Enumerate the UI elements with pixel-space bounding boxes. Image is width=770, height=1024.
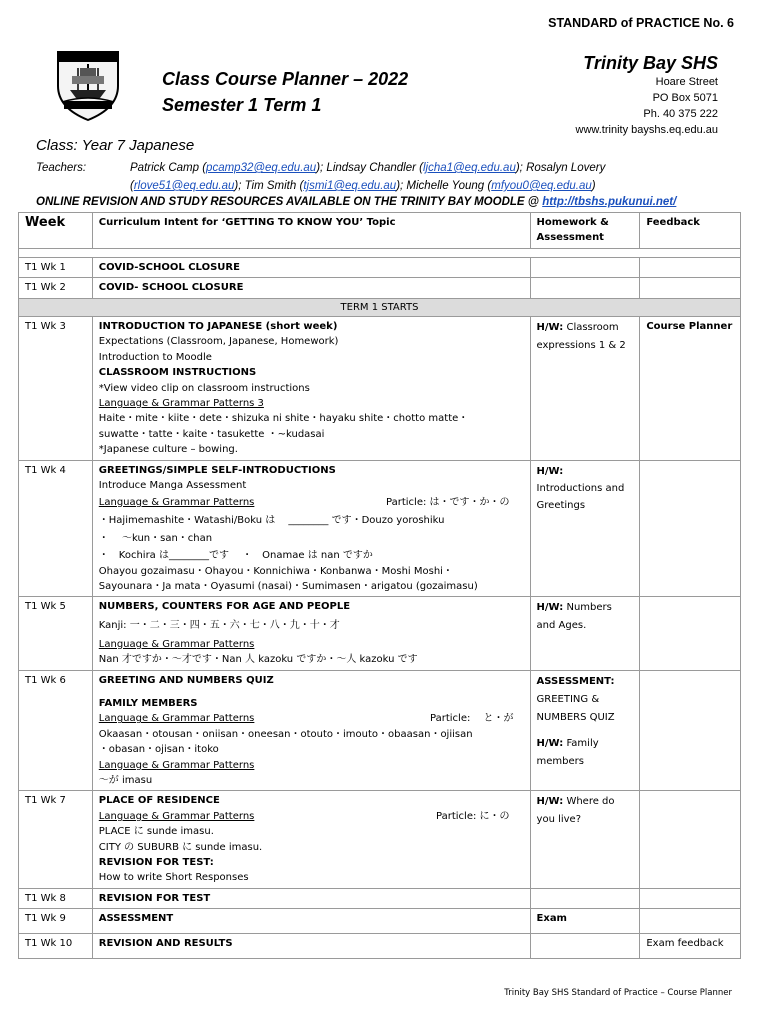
topic-line: ～が imasu <box>98 774 153 786</box>
homework-text: Family members <box>536 737 599 767</box>
table-row <box>19 934 741 959</box>
topic-title: PLACE OF RESIDENCE <box>98 795 220 807</box>
intent-cell <box>92 278 530 298</box>
topic-title: GREETINGS/SIMPLE SELF-INTRODUCTIONS <box>98 464 336 476</box>
topic-title: REVISION AND RESULTS <box>98 938 233 950</box>
planner-title-line2: Semester 1 Term 1 <box>162 95 322 115</box>
table-row <box>19 670 741 791</box>
feedback-cell: Exam feedback <box>640 934 741 959</box>
topic-title: ASSESSMENT <box>98 913 174 925</box>
topic-line: How to write Short Responses <box>98 872 249 884</box>
online-resources-text: ONLINE REVISION AND STUDY RESOURCES AVAILABLE ON THE TRINITY BAY MOODLE @ <box>36 196 543 208</box>
term-banner-row <box>19 298 741 316</box>
teacher-email-link[interactable]: mfyou0@eq.edu.au <box>491 180 592 192</box>
homework-text: Numbers and Ages. <box>536 602 612 632</box>
table-row <box>19 791 741 888</box>
table-row <box>19 597 741 670</box>
teacher-text: Patrick Camp ( <box>130 162 207 174</box>
grammar-line <box>99 711 524 726</box>
grammar-heading: Language & Grammar Patterns 3 <box>98 398 264 410</box>
course-planner-table <box>18 212 741 959</box>
topic-line: ・ Kochira は________です ・ Onamae は nan ですか <box>98 549 373 561</box>
standard-of-practice: STANDARD of PRACTICE No. 6 <box>548 16 734 30</box>
kanji-line: Kanji: 一・二・三・四・五・六・七・八・九・十・才 <box>98 619 340 631</box>
homework-text: Classroom expressions 1 & 2 <box>536 322 626 352</box>
grammar-heading: Language & Grammar Patterns <box>98 638 255 650</box>
term-banner: TERM 1 STARTS <box>19 298 741 316</box>
topic-line: suwatte・tatte・kaite・tasukette ・~kudasai <box>98 428 325 440</box>
homework-label: H/W: <box>536 602 564 614</box>
topic-title: COVID- SCHOOL CLOSURE <box>98 282 244 294</box>
grammar-heading: Language & Grammar Patterns <box>98 496 255 508</box>
school-po-box: PO Box 5071 <box>652 92 718 104</box>
topic-line: Introduce Manga Assessment <box>98 480 247 492</box>
week-cell: T1 Wk 7 <box>19 791 93 888</box>
homework-cell <box>530 670 640 791</box>
planner-title-line1: Class Course Planner – 2022 <box>162 69 409 89</box>
intent-cell <box>92 909 530 934</box>
intent-cell <box>92 257 530 277</box>
topic-subheading: REVISION FOR TEST: <box>98 857 214 868</box>
homework-cell <box>530 278 640 298</box>
feedback-cell <box>640 791 741 888</box>
homework-cell <box>530 257 640 277</box>
page-footer: Trinity Bay SHS Standard of Practice – Course Planner <box>504 988 732 998</box>
week-cell: T1 Wk 5 <box>19 597 93 670</box>
homework-cell <box>530 317 640 461</box>
topic-line: Okaasan・otousan・oniisan・oneesan・otouto・imouto・obaasan・ojiisan <box>98 728 473 740</box>
homework-cell <box>530 460 640 597</box>
week-cell: T1 Wk 4 <box>19 460 93 597</box>
topic-line: ・ ～kun・san・chan <box>98 532 213 544</box>
header-homework: Homework & Assessment <box>530 213 640 249</box>
grammar-heading: Language & Grammar Patterns <box>98 810 255 822</box>
week-cell: T1 Wk 2 <box>19 278 93 298</box>
feedback-cell <box>640 597 741 670</box>
homework-label: H/W: <box>536 737 564 749</box>
teacher-email-link[interactable]: tjsmi1@eq.edu.au <box>303 180 397 192</box>
topic-line: Nan 才ですか・～才です・Nan 人 kazoku ですか・～人 kazoku です <box>98 654 418 666</box>
assessment-label: ASSESSMENT: <box>536 675 615 687</box>
feedback-text: Course Planner <box>646 321 733 333</box>
homework-text: Exam <box>536 913 567 925</box>
feedback-cell <box>640 278 741 298</box>
intent-cell <box>92 791 530 888</box>
topic-line: *View video clip on classroom instructions <box>98 382 310 394</box>
school-phone: Ph. 40 375 222 <box>643 108 718 120</box>
topic-line: ・obasan・ojisan・itoko <box>98 744 219 756</box>
feedback-cell <box>640 257 741 277</box>
week-cell: T1 Wk 1 <box>19 257 93 277</box>
topic-subheading: FAMILY MEMBERS <box>98 697 198 709</box>
feedback-cell <box>640 317 741 461</box>
homework-label: H/W: <box>536 796 564 808</box>
teacher-text: ( <box>130 180 134 192</box>
homework-cell <box>530 791 640 888</box>
intent-cell <box>92 597 530 670</box>
intent-cell <box>92 888 530 908</box>
feedback-cell <box>640 888 741 908</box>
intent-cell <box>92 460 530 597</box>
topic-line: ・Hajimemashite・Watashi/Boku は ________ です・Douzo yoroshiku <box>98 514 445 526</box>
homework-cell <box>530 909 640 934</box>
topic-line: *Japanese culture – bowing. <box>98 444 238 456</box>
feedback-cell <box>640 670 741 791</box>
school-website[interactable]: www.trinity bayshs.eq.edu.au <box>575 124 718 136</box>
online-resources-banner <box>36 196 676 208</box>
topic-line: Haite・mite・kiite・dete・shizuka ni shite・hayaku shite・chotto matte・ <box>98 413 469 425</box>
topic-line: Sayounara・Ja mata・Oyasumi (nasai)・Sumimasen・arigatou (gozaimasu) <box>98 580 478 592</box>
spacer-row <box>19 248 741 257</box>
feedback-cell <box>640 909 741 934</box>
topic-line: Introduction to Moodle <box>98 351 212 363</box>
teacher-text: ); Tim Smith ( <box>234 180 304 192</box>
table-header-row <box>19 213 741 249</box>
header-feedback: Feedback <box>640 213 741 249</box>
topic-title: COVID-SCHOOL CLOSURE <box>98 261 240 273</box>
week-cell: T1 Wk 6 <box>19 670 93 791</box>
table-row <box>19 460 741 597</box>
week-cell: T1 Wk 9 <box>19 909 93 934</box>
topic-title: REVISION FOR TEST <box>98 892 211 904</box>
header-week: Week <box>19 213 93 249</box>
assessment-text: GREETING & NUMBERS QUIZ <box>536 693 615 723</box>
intent-cell <box>92 317 530 461</box>
topic-title: NUMBERS, COUNTERS FOR AGE AND PEOPLE <box>98 601 351 613</box>
table-row <box>19 278 741 298</box>
topic-title: GREETING AND NUMBERS QUIZ <box>98 674 274 686</box>
school-crest-logo <box>50 46 126 130</box>
table-row <box>19 909 741 934</box>
school-address-block <box>576 50 718 138</box>
table-row <box>19 257 741 277</box>
particle-text: Particle: と・が <box>430 713 514 725</box>
moodle-link[interactable]: http://tbshs.pukunui.net/ <box>542 196 677 208</box>
school-name: Trinity Bay SHS <box>583 53 718 73</box>
teacher-text: ); Lindsay Chandler ( <box>316 162 423 174</box>
homework-cell <box>530 934 640 959</box>
homework-text: Where do you live? <box>536 796 615 826</box>
topic-subheading: CLASSROOM INSTRUCTIONS <box>98 367 257 379</box>
particle-text: Particle: に・の <box>436 810 510 822</box>
teacher-text: ) <box>591 180 596 192</box>
teacher-text: ); Michelle Young ( <box>396 180 492 192</box>
week-cell: T1 Wk 3 <box>19 317 93 461</box>
header-curriculum-intent: Curriculum Intent for ‘GETTING TO KNOW YOU’ Topic <box>92 213 530 249</box>
homework-label: H/W: <box>536 465 564 477</box>
topic-line: Expectations (Classroom, Japanese, Homework) <box>98 336 339 348</box>
school-street: Hoare Street <box>655 76 718 88</box>
teacher-email-link[interactable]: ljcha1@eq.edu.au <box>422 162 516 174</box>
spacer <box>99 688 524 696</box>
teachers-list <box>130 159 690 195</box>
topic-title: INTRODUCTION TO JAPANESE (short week) <box>98 321 338 333</box>
grammar-heading: Language & Grammar Patterns <box>98 713 255 725</box>
spacer <box>537 727 634 735</box>
grammar-heading: Language & Grammar Patterns <box>98 759 255 771</box>
class-heading: Class: Year 7 Japanese <box>36 137 195 154</box>
intent-cell <box>92 934 530 959</box>
teacher-email-link[interactable]: rlove51@eq.edu.au <box>133 180 235 192</box>
planner-title <box>162 66 408 118</box>
homework-cell <box>530 597 640 670</box>
teachers-label: Teachers: <box>36 162 87 174</box>
homework-cell <box>530 888 640 908</box>
homework-label: H/W: <box>536 322 564 334</box>
intent-cell <box>92 670 530 791</box>
week-cell: T1 Wk 10 <box>19 934 93 959</box>
table-row <box>19 317 741 461</box>
topic-line: CITY の SUBURB に sunde imasu. <box>98 841 263 853</box>
particle-text: Particle: は・です・か・の <box>386 496 510 508</box>
teacher-email-link[interactable]: pcamp32@eq.edu.au <box>206 162 317 174</box>
grammar-line <box>99 809 524 824</box>
feedback-cell <box>640 460 741 597</box>
topic-line: Ohayou gozaimasu・Ohayou・Konnichiwa・Konbanwa・Moshi Moshi・ <box>98 565 453 577</box>
table-row <box>19 888 741 908</box>
week-cell: T1 Wk 8 <box>19 888 93 908</box>
grammar-line <box>99 494 524 512</box>
topic-line: PLACE に sunde imasu. <box>98 826 214 838</box>
teacher-text: ); Rosalyn Lovery <box>515 162 606 174</box>
homework-text: Introductions and Greetings <box>536 482 625 511</box>
